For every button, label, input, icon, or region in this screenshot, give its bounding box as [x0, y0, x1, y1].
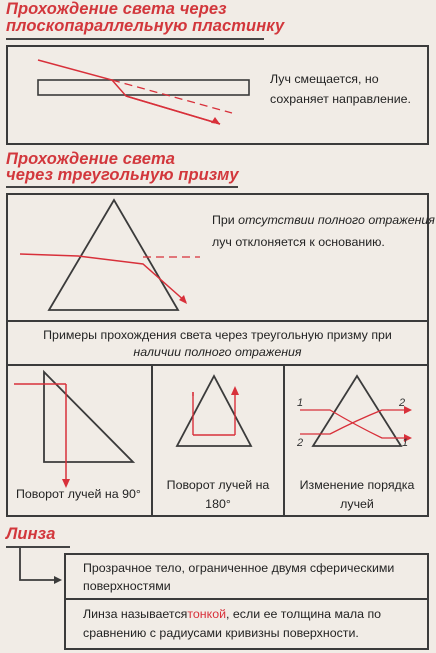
- section3-title: Линза: [6, 525, 56, 543]
- ray-label-out-2: 2: [399, 397, 406, 409]
- section2-text-line2: луч отклоняется к основанию.: [212, 235, 385, 249]
- ex1-caption: Поворот лучей на 90°: [16, 487, 141, 501]
- section2-text-prefix: При: [212, 213, 239, 227]
- thin-lens-highlight: тонкой: [187, 607, 227, 621]
- thin-lens-suffix: , если ее толщина мала по: [226, 607, 382, 621]
- ex2-caption-line2: 180°: [205, 497, 231, 511]
- ray-label-in-2: 2: [297, 437, 304, 449]
- lens-definition-line2: поверхностями: [83, 579, 171, 593]
- section1-title-line2: плоскопараллельную пластинку: [6, 17, 285, 35]
- section1-title-line1: Прохождение света через: [6, 0, 227, 18]
- thin-lens-line2: сравнению с радиусами кривизны поверхности.: [83, 626, 359, 640]
- lens-definition-line1: Прозрачное тело, ограниченное двумя сферическими: [83, 561, 395, 575]
- ex2-caption-line1: Поворот лучей на: [166, 478, 270, 492]
- section2-text-italic: отсутствии полного отражения: [238, 213, 435, 227]
- section2-title-line2: через треугольную призму: [6, 166, 239, 184]
- section1-text-line1: Луч смещается, но: [270, 72, 379, 86]
- thin-lens-prefix: Линза называется: [83, 607, 188, 621]
- ex3-caption-line1: Изменение порядка: [299, 478, 415, 492]
- examples-heading-line1: Примеры прохождения света через треугольную призму при: [43, 328, 392, 342]
- ray-label-out-1: 1: [402, 437, 409, 449]
- section1-text-line2: сохраняет направление.: [270, 92, 411, 106]
- section2-title-line1: Прохождение света: [6, 150, 176, 168]
- ray-label-in-1: 1: [297, 397, 304, 409]
- ex3-caption-line2: лучей: [340, 497, 374, 511]
- examples-heading-line2: наличии полного отражения: [133, 345, 302, 359]
- thin-lens-line1: [83, 605, 381, 623]
